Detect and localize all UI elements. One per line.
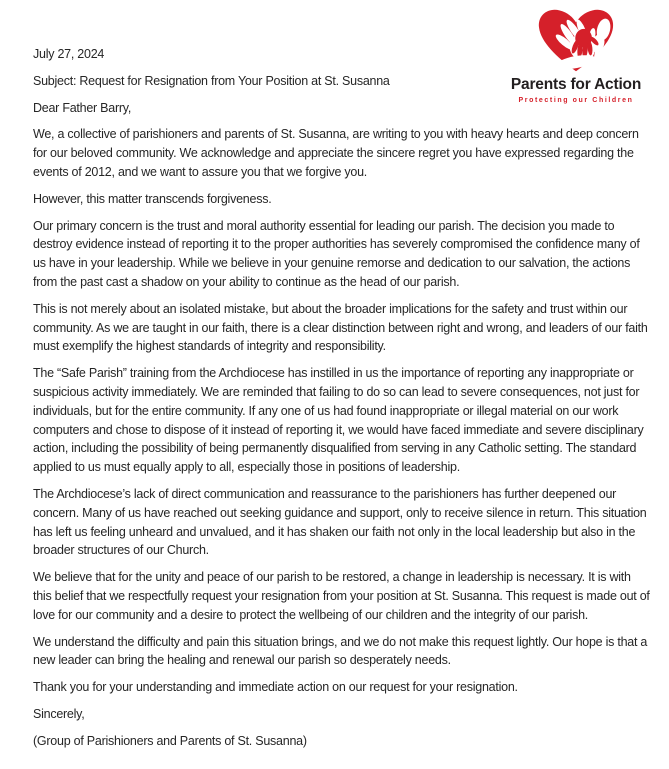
letter-signature: (Group of Parishioners and Parents of St. Susanna) <box>33 733 307 748</box>
letter-subject: Subject: Request for Resignation from Your Position at St. Susanna <box>33 73 390 88</box>
letter-thanks: Thank you for your understanding and immediate action on our request for your resignation. <box>33 680 518 695</box>
letter-paragraph: Our primary concern is the trust and moral authority essential for leading our parish. The decision you made to destroy evidence instead of reporting it to the proper authorities has severely compromised the confidence many of us have in your leadership. While we believe in your genuine remorse and dedication to our salvation, the actions from the past cast a shadow on your ability to continue as the head of our parish. <box>33 218 640 289</box>
letter-body <box>33 45 650 759</box>
letter-paragraph: The Archdiocese’s lack of direct communication and reassurance to the parishioners has further deepened our concern. Many of us have reached out seeking guidance and support, only to receive silence in return. This situation has left us feeling unheard and unvalued, and it has shaken our faith not only in the local leadership but also in the broader structures of our Church. <box>33 486 647 558</box>
letter-paragraph: However, this matter transcends forgiveness. <box>33 191 272 206</box>
logo-tagline: Protecting our Children <box>518 97 634 104</box>
logo-name: Parents for Action <box>510 76 642 93</box>
letter-closing: Sincerely, <box>33 706 85 721</box>
letter-paragraph: We, a collective of parishioners and parents of St. Susanna, are writing to you with heavy hearts and deep concern for our beloved community. We acknowledge and appreciate the sincere regret you have expressed regarding the events of 2012, and we want to assure you that we forgive you. <box>33 127 639 179</box>
letter-paragraph: This is not merely about an isolated mistake, but about the broader implications for the safety and trust within our community. As we are taught in our faith, there is a clear distinction between right and wrong, and leaders of our faith must exemplify the highest standards of integrity and responsibility. <box>33 301 648 354</box>
letter-salutation: Dear Father Barry, <box>33 100 132 115</box>
letter-paragraph: We believe that for the unity and peace of our parish to be restored, a change in leadership is necessary. It is with this belief that we respectfully request your resignation from your position at St. Susanna. This request is made out of love for our community and a desire to protect the wellbeing of our children and the integrity of our parish. <box>33 570 650 622</box>
letter-paragraph: The “Safe Parish” training from the Archdiocese has instilled in us the importance of reporting any inappropriate or suspicious activity immediately. We are reminded that failing to do so can lead to severe consequences, not just for individuals, but for the entire community. If any one of us had found inappropriate or illegal material on our work computers and chose to dispose of it instead of reporting it, we would have faced immediate and severe disciplinary action, including the possibility of being permanently disqualified from serving in any Catholic setting. The standard applied to us must equally apply to all, especially those in positions of leadership. <box>33 366 644 475</box>
letter-date: July 27, 2024 <box>33 47 105 61</box>
letter-paragraph: We understand the difficulty and pain this situation brings, and we do not make this request lightly. Our hope is that a new leader can bring the healing and renewal our parish so desperately needs. <box>33 634 648 668</box>
